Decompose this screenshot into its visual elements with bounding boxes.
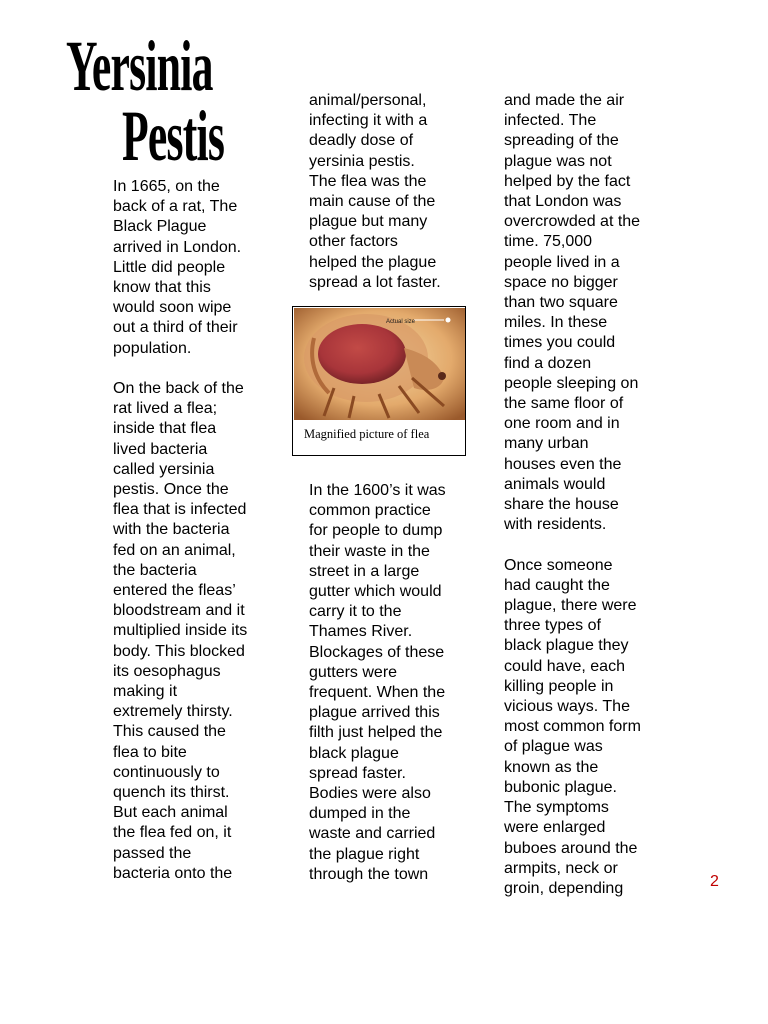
text-column-1 xyxy=(113,177,273,884)
paragraph: In the 1600’s it was common practice for people to dump their waste in the street in a large gutter which would carry it to the Thames River. Blockages of these gutters were frequent. When the plague arrived this filth just helped the black plague spread faster. Bodies were also dumped in the waste and carried the plague right through the town xyxy=(309,482,446,883)
text-column-2-top xyxy=(309,91,479,293)
figure-caption: Magnified picture of flea xyxy=(304,427,430,441)
paragraph: animal/personal, infecting it with a deadly dose of yersinia pestis. The flea was the main cause of the plague but many other factors helped the plague spread a lot faster. xyxy=(309,92,441,291)
page-number: 2 xyxy=(710,873,719,890)
flea-photo xyxy=(294,308,465,420)
paragraph: Once someone had caught the plague, there were three types of black plague they could have, each killing people in vicious ways. The most common form of plague was known as the bubonic plague. The symptoms were enlarged buboes around the armpits, neck or groin, depending xyxy=(504,556,641,897)
paragraph: and made the air infected. The spreading of the plague was not helped by the fact that London was overcrowded at the time. 75,000 people lived in a space no bigger than two square miles. In these times you could find a dozen people sleeping on the same floor of one room and in many urban houses even the animals would share the house with residents. xyxy=(504,92,641,534)
paragraph: On the back of the rat lived a flea; inside that flea lived bacteria called yersinia pestis. Once the flea that is infected with the bacteria fed on an animal, the bacteria entered the fleas’ bloodstream and it multiplied inside its body. This blocked its oesophagus making it extremely thirsty. This caused the flea to bite continuously to quench its thirst. But each animal the flea fed on, it passed the bacteria onto the xyxy=(113,380,248,882)
actual-size-label: Actual size xyxy=(386,319,416,325)
text-column-2-bottom xyxy=(309,481,479,885)
flea-figure xyxy=(292,306,466,456)
paragraph: In 1665, on the back of a rat, The Black Plague arrived in London. Little did people know that this would soon wipe out a third of their population. xyxy=(113,178,242,357)
title-line-1: Yersinia xyxy=(66,27,213,107)
text-column-3 xyxy=(504,91,674,899)
title-line-2: Pestis xyxy=(122,97,225,177)
